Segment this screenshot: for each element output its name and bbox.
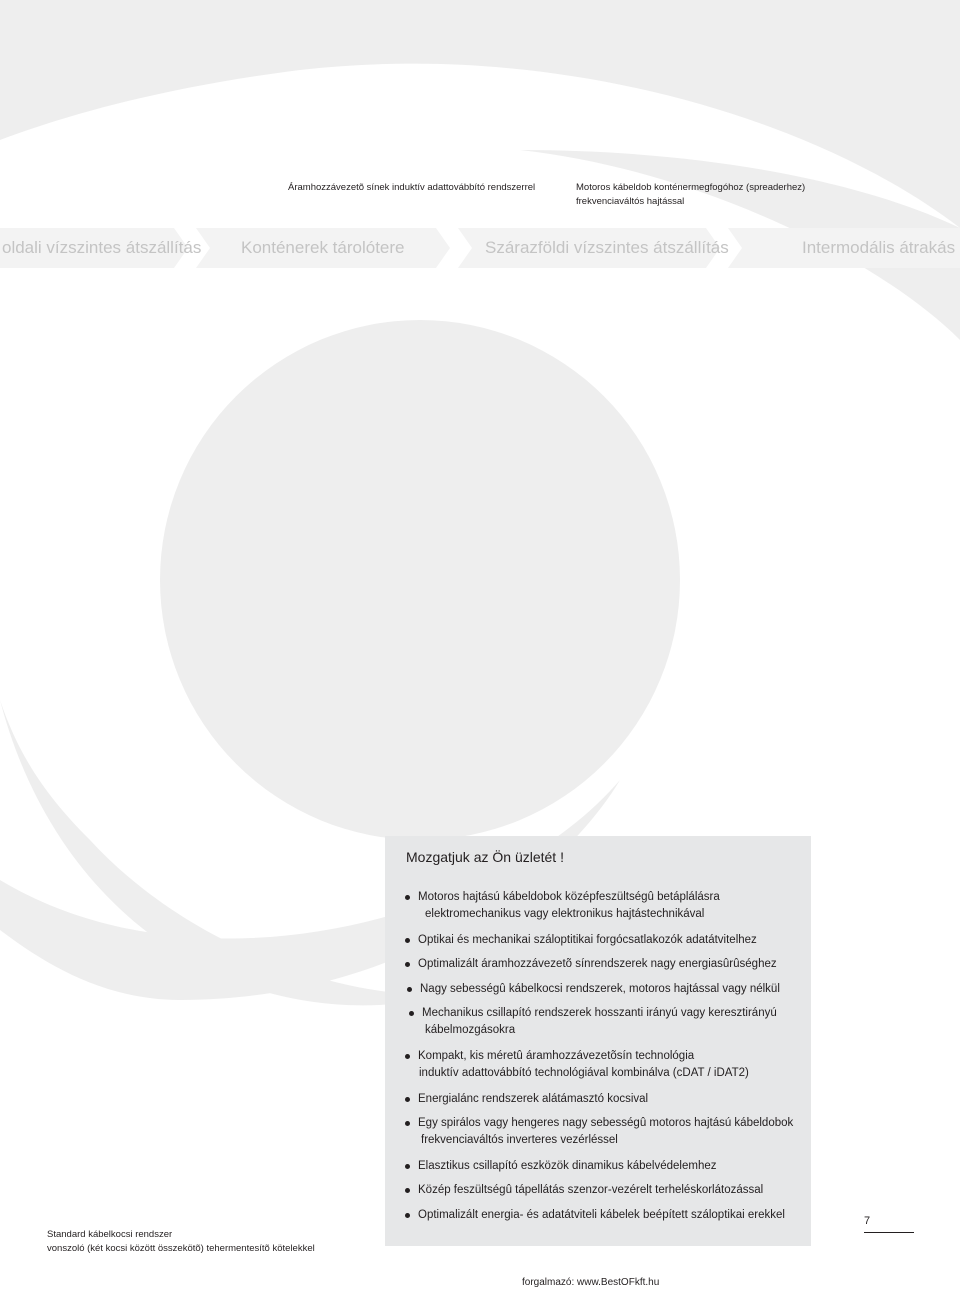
page-number: 7 — [864, 1215, 871, 1227]
caption-text: Áramhozzávezetõ sínek induktív adattovábbító rendszerrel — [288, 182, 536, 193]
list-item-text: Optimalizált energia- és adatátviteli kábelek beépített száloptikai erekkel — [418, 1209, 785, 1221]
bullet-icon — [405, 1188, 410, 1193]
list-item-text-continued: induktív adattovábbító technológiával kombinálva (cDAT / iDAT2) — [419, 1067, 749, 1079]
caption-bottom-left — [47, 1228, 317, 1256]
caption-top-right — [576, 181, 826, 209]
arrow-label-2: Konténerek tárolótere — [241, 238, 405, 257]
list-item-text: Optikai és mechanikai száloptitikai forgócsatlakozók adatátvitelhez — [418, 934, 757, 946]
caption-text-line2: frekvenciaváltós hajtással — [576, 196, 685, 207]
list-item — [418, 932, 757, 949]
caption-top-left — [288, 181, 535, 195]
arrow-label-1: oldali vízszintes átszállítás — [2, 238, 202, 257]
page-number-rule — [864, 1232, 914, 1233]
list-item — [418, 1182, 763, 1199]
list-item — [418, 1048, 749, 1082]
bullet-icon — [405, 962, 410, 967]
list-item — [422, 1005, 777, 1039]
list-item-text: Kompakt, kis méretû áramhozzávezetõsín technológia — [418, 1050, 695, 1062]
list-item-text-continued: frekvenciaváltós inverteres vezérléssel — [421, 1134, 618, 1146]
bullet-icon — [405, 1097, 410, 1102]
list-item — [418, 1207, 785, 1224]
list-item — [418, 956, 777, 973]
caption-text-line1: Motoros kábeldob konténermegfogóhoz (spreaderhez) — [576, 182, 806, 193]
bullet-icon — [407, 987, 412, 992]
list-item-text: Energialánc rendszerek alátámasztó kocsival — [418, 1093, 649, 1105]
list-item-text: Közép feszültségû tápellátás szenzor-vezérelt terheléskorlátozással — [418, 1184, 764, 1196]
list-item-text: Egy spirálos vagy hengeres nagy sebességû motoros hajtású kábeldobok — [418, 1117, 794, 1129]
feature-panel — [385, 836, 811, 1246]
list-item — [418, 1091, 648, 1108]
panel-title: Mozgatjuk az Ön üzletét ! — [406, 849, 564, 865]
list-item — [418, 1158, 717, 1175]
bullet-icon — [405, 938, 410, 943]
large-circle-shape — [160, 320, 680, 840]
bullet-icon — [405, 1213, 410, 1218]
bullet-icon — [405, 895, 410, 900]
caption-text-line2: vonszoló (két kocsi között összekötõ) tehermentesítõ kötelekkel — [47, 1243, 315, 1254]
list-item — [420, 981, 780, 998]
list-item — [418, 1115, 793, 1149]
list-item — [418, 889, 720, 923]
list-item-text: Elasztikus csillapító eszközök dinamikus kábelvédelemhez — [418, 1160, 717, 1172]
list-item-text: Optimalizált áramhozzávezetõ sínrendszerek nagy energiasûrûséghez — [418, 958, 777, 970]
arrow-label-3: Szárazföldi vízszintes átszállítás — [485, 238, 729, 257]
list-item-text-continued: kábelmozgásokra — [425, 1024, 516, 1036]
footer-distributor: forgalmazó: www.BestOFkft.hu — [522, 1277, 660, 1288]
arrow-label-4: Intermodális átrakás — [802, 238, 956, 257]
list-item-text: Nagy sebességû kábelkocsi rendszerek, motoros hajtással vagy nélkül — [420, 983, 780, 995]
list-item-text: Motoros hajtású kábeldobok középfeszültségû betáplálásra — [418, 891, 720, 903]
bullet-icon — [405, 1054, 410, 1059]
process-arrow-band — [0, 228, 960, 268]
list-item-text: Mechanikus csillapító rendszerek hosszanti irányú vagy keresztirányú — [422, 1007, 777, 1019]
bullet-icon — [405, 1121, 410, 1126]
bullet-icon — [409, 1011, 414, 1016]
bullet-icon — [405, 1164, 410, 1169]
list-item-text-continued: elektromechanikus vagy elektronikus hajtástechnikával — [425, 908, 705, 920]
caption-text-line1: Standard kábelkocsi rendszer — [47, 1229, 173, 1240]
